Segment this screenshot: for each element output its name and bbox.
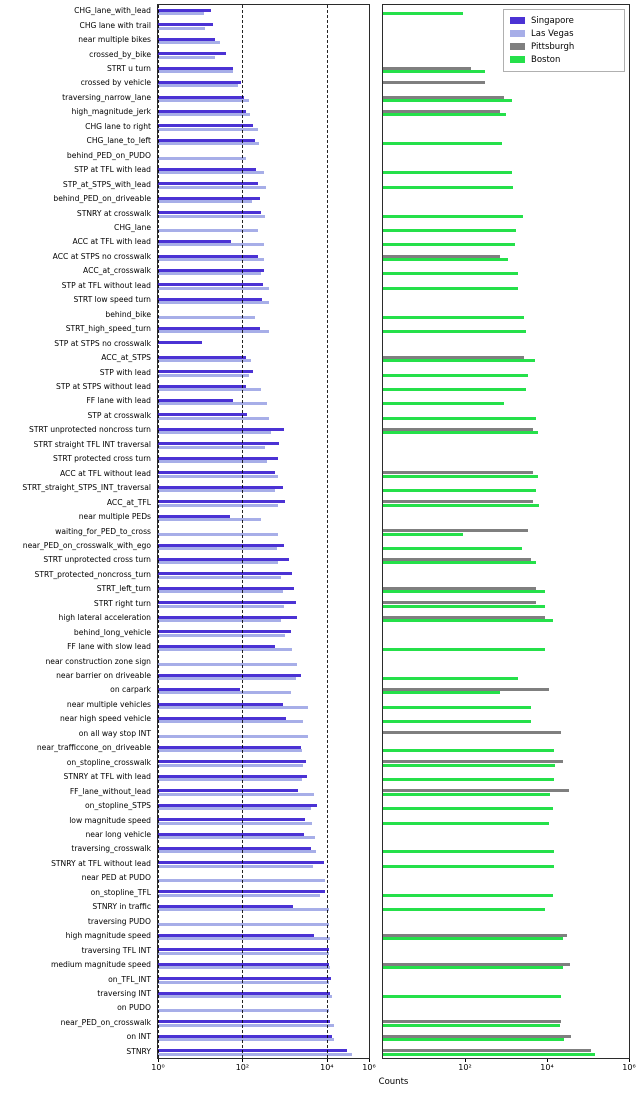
legend-item (510, 14, 618, 27)
bar (383, 171, 512, 174)
bar (383, 720, 531, 723)
bar (158, 807, 311, 810)
y-axis-tick-label: FF lane with slow lead (67, 642, 151, 652)
bar (158, 547, 277, 550)
bar (158, 850, 316, 853)
y-axis-tick-label: ACC_at_STPS (101, 353, 151, 363)
x-tick-label: 10² (235, 1063, 250, 1072)
bar (158, 561, 278, 564)
x-tick-label: 10⁶ (362, 1063, 376, 1072)
bar (383, 374, 528, 377)
y-axis-tick-label: on_stopline_STPS (84, 801, 151, 811)
bar (383, 677, 518, 680)
y-axis-tick-label: near_trafficcone_on_driveable (36, 743, 151, 753)
bar (158, 937, 330, 940)
y-axis-tick-label: on_TFL_INT (108, 974, 151, 984)
bar (158, 56, 215, 59)
y-axis-tick-label: CHG lane with trail (79, 20, 151, 30)
bar (383, 547, 522, 550)
bar (158, 330, 269, 333)
bar (158, 417, 269, 420)
left-plot-area (158, 5, 369, 1058)
bar (158, 359, 251, 362)
bar (158, 374, 249, 377)
y-axis-tick-label: STRT_left_turn (96, 584, 151, 594)
bar (158, 981, 329, 984)
bar (383, 619, 553, 622)
y-axis-tick-label: near_PED_on_crosswalk_with_ego (22, 540, 151, 550)
bar (383, 316, 524, 319)
y-axis-tick-label: traversing_narrow_lane (62, 92, 151, 102)
bar (158, 663, 297, 666)
bar (383, 1053, 595, 1056)
y-axis-tick-label: near multiple bikes (78, 35, 151, 45)
bar (383, 12, 463, 15)
bar (158, 41, 220, 44)
bar (383, 731, 561, 734)
bar (158, 446, 265, 449)
y-axis-tick-label: on_stopline_crosswalk (66, 757, 151, 767)
bar (383, 504, 539, 507)
y-axis-tick-label: STNRY at TFL without lead (51, 858, 151, 868)
y-axis-tick-label: low magnitude speed (69, 815, 151, 825)
x-tick-label: 10² (458, 1063, 472, 1072)
legend-label: Singapore (531, 15, 574, 26)
bar (383, 937, 563, 940)
legend-item (510, 40, 618, 53)
bar (158, 84, 238, 87)
bar (383, 475, 538, 478)
bar (158, 764, 303, 767)
right-chart-panel (382, 4, 630, 1059)
y-axis-tick-label: CHG lane to right (85, 121, 151, 131)
bar (383, 70, 485, 73)
y-axis-tick-label: STRT straight TFL INT traversal (33, 439, 151, 449)
bar (158, 70, 233, 73)
bar (158, 171, 264, 174)
bar (158, 648, 292, 651)
bar (158, 518, 261, 521)
bar (383, 489, 536, 492)
y-axis-tick-label: STRT unprotected cross turn (43, 555, 151, 565)
y-axis-labels (0, 4, 155, 1059)
x-tick-mark (629, 1059, 630, 1062)
bar (158, 778, 302, 781)
y-axis-tick-label: on carpark (110, 685, 151, 695)
bar (158, 215, 265, 218)
bar (158, 590, 283, 593)
bar (158, 287, 269, 290)
bar (158, 431, 271, 434)
y-axis-tick-label: behind_bike (105, 309, 151, 319)
bar (158, 865, 313, 868)
bar (158, 272, 261, 275)
bar (158, 186, 266, 189)
left-chart-panel (157, 4, 370, 1059)
bar (383, 590, 545, 593)
x-tick-mark (369, 1059, 370, 1062)
y-axis-tick-label: near long vehicle (85, 829, 151, 839)
y-axis-tick-label: near high speed vehicle (59, 714, 151, 724)
bar (383, 865, 554, 868)
y-axis-tick-label: ACC at TFL with lead (72, 237, 151, 247)
y-axis-tick-label: high_magnitude_jerk (71, 107, 151, 117)
bar (158, 200, 252, 203)
y-axis-tick-label: STP with lead (99, 367, 151, 377)
y-axis-tick-label: behind_PED_on_PUDO (66, 150, 151, 160)
bar (158, 113, 250, 116)
y-axis-tick-label: waiting_for_PED_to_cross (55, 526, 151, 536)
y-axis-tick-label: STRT_straight_STPS_INT_traversal (22, 483, 151, 493)
bar (383, 81, 485, 84)
y-axis-tick-label: on INT (126, 1032, 151, 1042)
bar (383, 764, 555, 767)
legend-swatch (510, 43, 525, 50)
y-axis-tick-label: FF_lane_without_lead (69, 786, 151, 796)
x-axis-label: Counts (378, 1077, 409, 1087)
legend-label: Pittsburgh (531, 41, 575, 52)
chart-legend (503, 9, 625, 72)
y-axis-tick-label: ACC at STPS no crosswalk (52, 251, 151, 261)
bar (158, 720, 303, 723)
x-tick-mark (242, 1059, 243, 1062)
y-axis-tick-label: behind_long_vehicle (73, 627, 151, 637)
y-axis-tick-label: near construction zone sign (45, 656, 151, 666)
bar (383, 691, 500, 694)
bar (158, 995, 332, 998)
bar (158, 576, 281, 579)
bar (383, 966, 563, 969)
y-axis-tick-label: on all way stop INT (78, 728, 151, 738)
y-axis-tick-label: STP at crosswalk (87, 410, 151, 420)
bar (158, 793, 314, 796)
bar (383, 287, 518, 290)
y-axis-tick-label: STRT protected cross turn (52, 454, 151, 464)
bar (158, 475, 278, 478)
y-axis-tick-label: traversing TFL INT (81, 945, 151, 955)
bar (383, 142, 502, 145)
bar (383, 778, 554, 781)
legend-label: Boston (531, 54, 561, 65)
y-axis-tick-label: ACC_at_crosswalk (83, 266, 151, 276)
y-axis-tick-label: ACC_at_TFL (106, 497, 151, 507)
legend-swatch (510, 56, 525, 63)
bar (383, 822, 549, 825)
bar (158, 1038, 334, 1041)
bar (383, 388, 526, 391)
bar (383, 258, 508, 261)
bar (158, 677, 296, 680)
y-axis-tick-label: STNRY (126, 1046, 151, 1056)
bar (383, 186, 513, 189)
bar (158, 258, 264, 261)
bar (383, 113, 506, 116)
y-axis-tick-label: medium magnitude speed (50, 960, 151, 970)
bar (158, 1024, 334, 1027)
bar (383, 1024, 560, 1027)
y-axis-tick-label: near PED at PUDO (81, 873, 151, 883)
y-axis-tick-label: crossed_by_bike (89, 49, 151, 59)
bar (383, 417, 536, 420)
gridline (158, 5, 159, 1058)
x-tick-label: 10⁶ (622, 1063, 636, 1072)
bar (383, 894, 553, 897)
bar (158, 99, 249, 102)
bar (158, 634, 285, 637)
bar (158, 836, 315, 839)
bar (158, 504, 278, 507)
bar (158, 749, 302, 752)
right-plot-area (383, 5, 629, 1058)
bar (383, 807, 553, 810)
bar (158, 402, 267, 405)
x-tick-mark (158, 1059, 159, 1062)
right-bars (383, 5, 629, 1058)
bar (383, 561, 536, 564)
left-x-axis (151, 1059, 376, 1079)
x-tick-mark (465, 1059, 466, 1062)
y-axis-tick-label: STP at STPS no crosswalk (54, 338, 151, 348)
bar (383, 215, 523, 218)
y-axis-tick-label: STRT unprotected noncross turn (29, 425, 151, 435)
bar (158, 1053, 352, 1056)
left-bars (158, 5, 369, 1058)
y-axis-tick-label: CHG_lane_with_lead (74, 6, 151, 16)
y-axis-tick-label: STP_at_STPS_with_lead (62, 179, 151, 189)
bar (383, 995, 561, 998)
bar (158, 460, 267, 463)
y-axis-tick-label: CHG_lane (114, 223, 151, 232)
y-axis-tick-label: near multiple PEDs (78, 512, 151, 522)
y-axis-tick-label: STNRY in traffic (92, 902, 151, 912)
y-axis-tick-label: STRT_high_speed_turn (65, 324, 151, 334)
bar (158, 12, 204, 15)
y-axis-tick-label: STRT low speed turn (73, 295, 151, 305)
bar (158, 966, 330, 969)
bar (158, 489, 275, 492)
y-axis-tick-label: on PUDO (117, 1003, 151, 1013)
y-axis-tick-label: traversing INT (97, 988, 151, 998)
y-axis-tick-label: traversing PUDO (87, 916, 151, 926)
bar (158, 605, 284, 608)
y-axis-tick-label: FF lane with lead (86, 396, 151, 406)
legend-item (510, 53, 618, 66)
bar (158, 157, 246, 160)
bar (383, 605, 545, 608)
y-axis-tick-label: STP at TFL without lead (61, 280, 151, 290)
bar (383, 272, 518, 275)
bar (158, 243, 264, 246)
bar (383, 431, 538, 434)
bar (158, 822, 312, 825)
x-tick-mark (547, 1059, 548, 1062)
legend-swatch (510, 30, 525, 37)
y-axis-tick-label: STP at TFL with lead (74, 165, 151, 175)
legend-item (510, 27, 618, 40)
y-axis-tick-label: near multiple vehicles (66, 699, 151, 709)
y-axis-tick-label: high lateral acceleration (58, 613, 151, 623)
y-axis-tick-label: STRT_protected_noncross_turn (34, 569, 151, 579)
bar (383, 749, 554, 752)
legend-swatch (510, 17, 525, 24)
y-axis-tick-label: crossed by vehicle (80, 78, 151, 88)
y-axis-tick-label: near barrier on driveable (56, 671, 151, 681)
y-axis-tick-label: on_stopline_TFL (90, 887, 151, 897)
legend-label: Las Vegas (531, 28, 574, 39)
gridline (242, 5, 243, 1058)
bar (383, 243, 515, 246)
bar (383, 648, 545, 651)
bar (158, 388, 261, 391)
bar (383, 229, 516, 232)
bar (383, 402, 504, 405)
bar (158, 27, 205, 30)
y-axis-tick-label: high magnitude speed (65, 931, 151, 941)
bar (158, 735, 308, 738)
bar (383, 359, 535, 362)
y-axis-tick-label: STRT right turn (93, 598, 151, 608)
bar (383, 706, 531, 709)
x-tick-label: 10⁰ (151, 1063, 165, 1072)
y-axis-tick-label: CHG_lane_to_left (86, 136, 151, 146)
bar (383, 850, 554, 853)
bar (383, 533, 463, 536)
gridline (327, 5, 328, 1058)
bar (158, 533, 278, 536)
y-axis-tick-label: ACC at TFL without lead (60, 468, 151, 478)
y-axis-tick-label: behind_PED_on_driveable (53, 194, 151, 204)
bar (158, 316, 255, 319)
bar (383, 793, 550, 796)
y-axis-tick-label: STNRY at TFL with lead (63, 772, 151, 782)
y-axis-tick-label: STNRY at crosswalk (76, 208, 151, 218)
x-tick-label: 10⁴ (320, 1063, 334, 1072)
bar (383, 908, 545, 911)
bar (158, 619, 281, 622)
bar (158, 341, 202, 344)
bar (383, 99, 512, 102)
x-tick-label: 10⁴ (540, 1063, 554, 1072)
x-tick-mark (327, 1059, 328, 1062)
bar (158, 301, 269, 304)
bar (158, 894, 320, 897)
bar (383, 330, 526, 333)
y-axis-tick-label: STRT u turn (106, 64, 151, 74)
right-x-axis (382, 1059, 636, 1079)
bar (158, 691, 291, 694)
bar (158, 706, 308, 709)
y-axis-tick-label: near_PED_on_crosswalk (60, 1017, 151, 1027)
y-axis-tick-label: STP at STPS without lead (56, 381, 151, 391)
bar (158, 142, 259, 145)
bar (383, 1038, 564, 1041)
y-axis-tick-label: traversing_crosswalk (71, 844, 151, 854)
